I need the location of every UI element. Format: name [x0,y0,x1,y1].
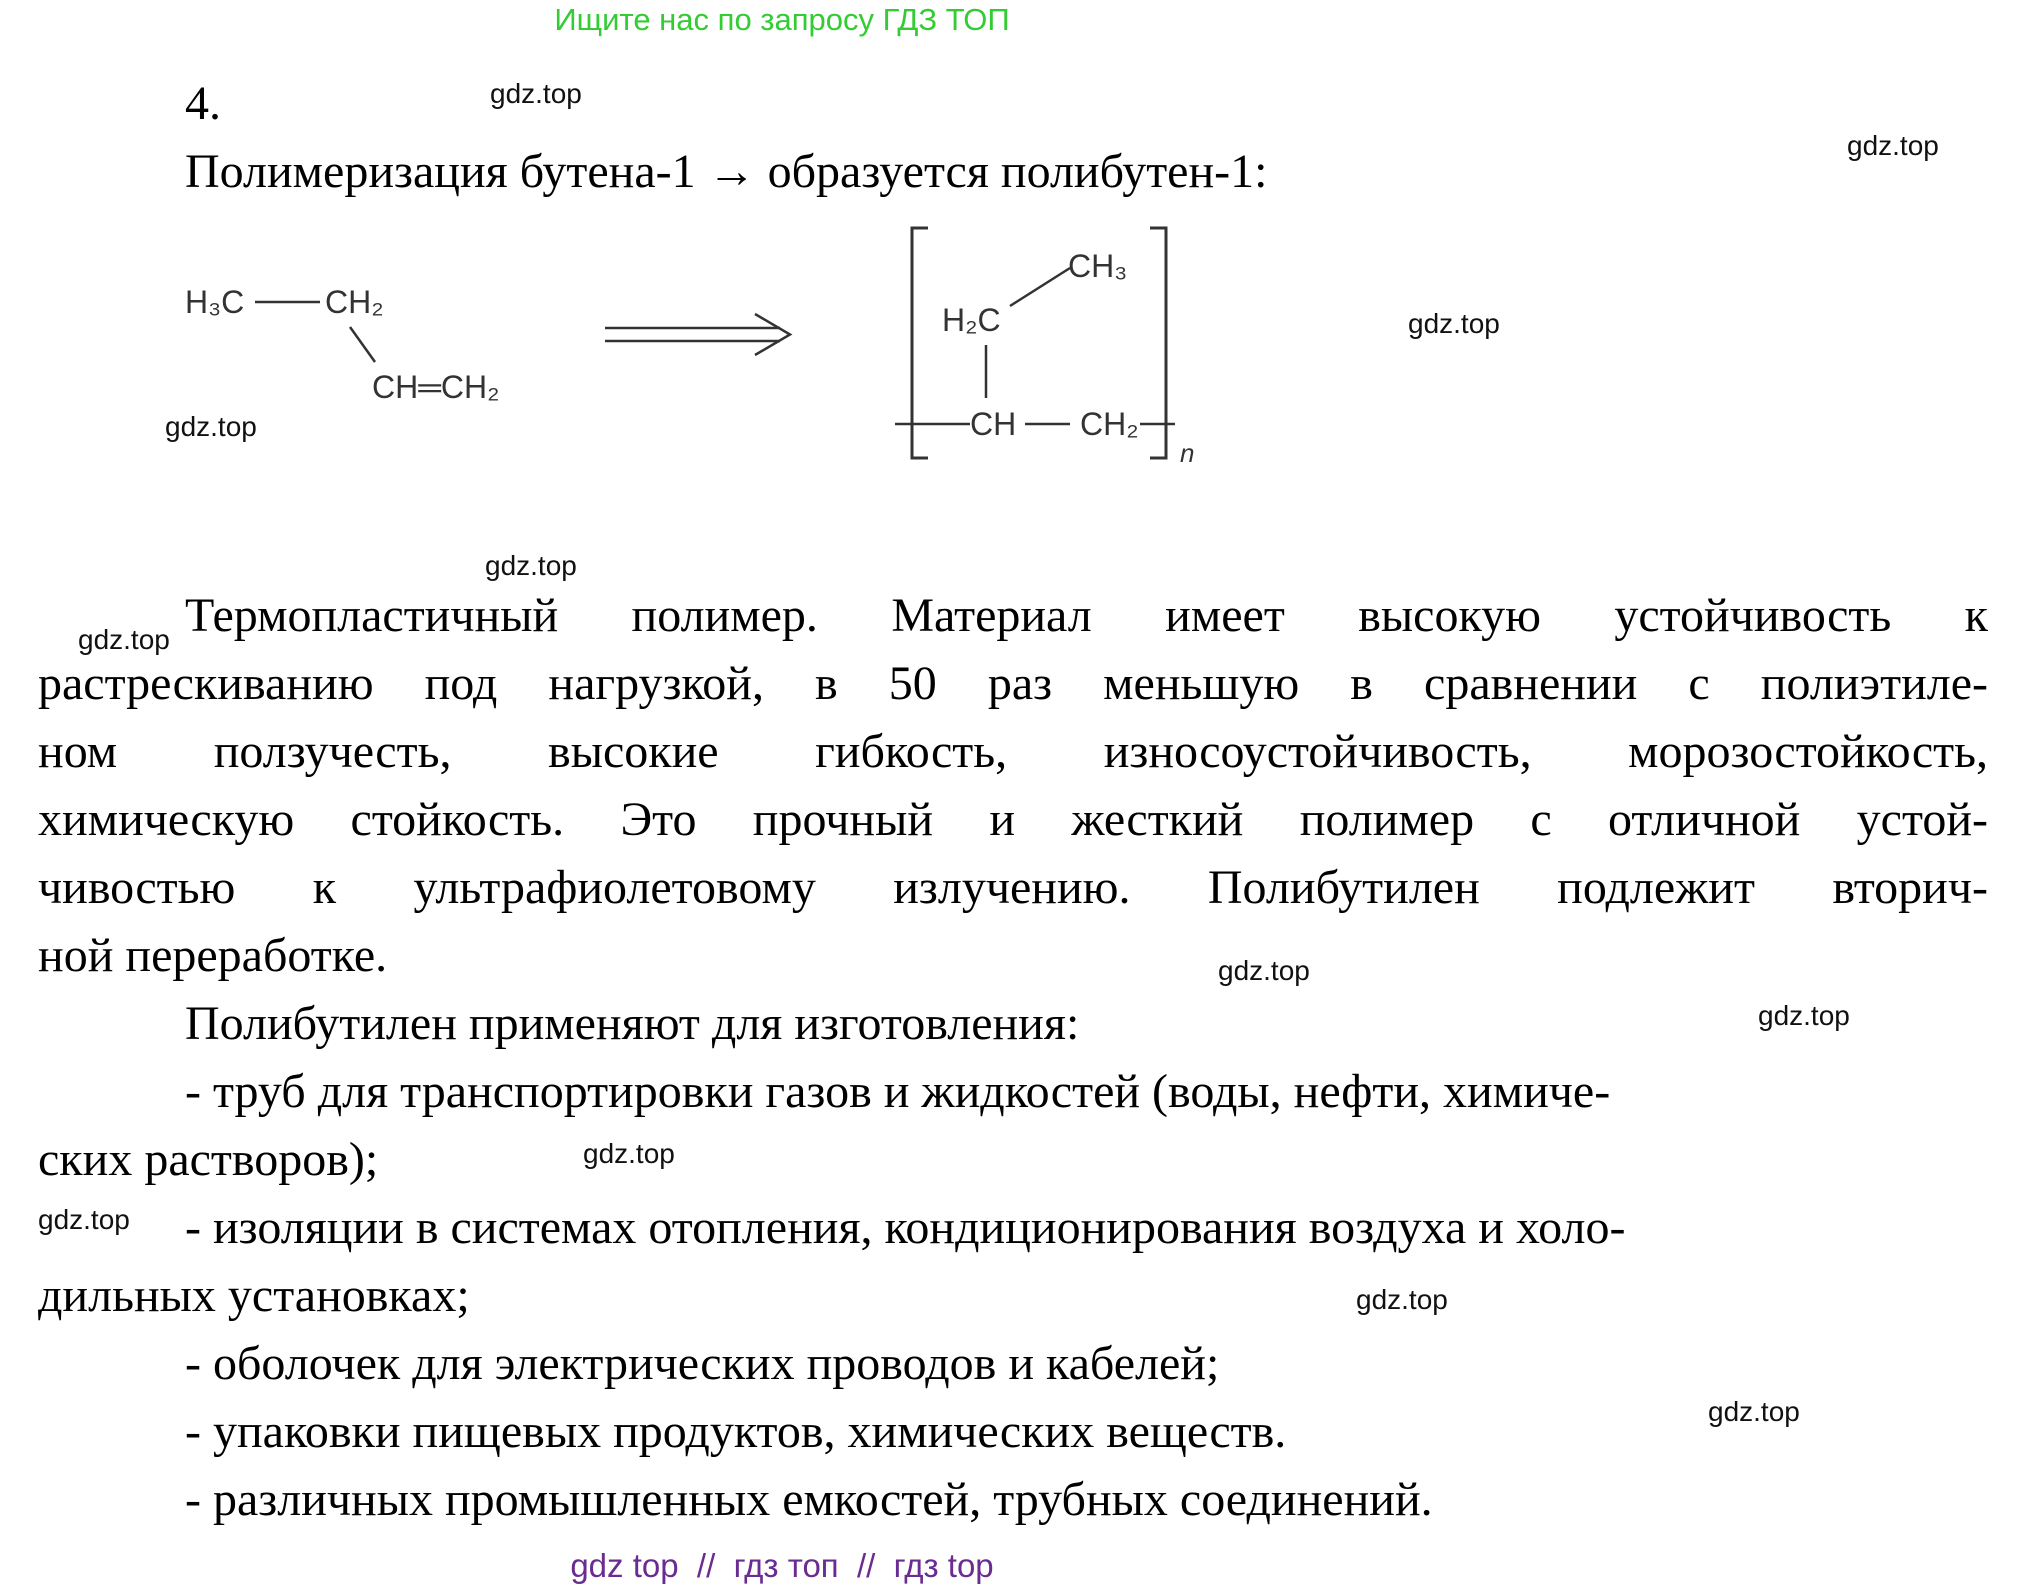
watermark: gdz.top [1847,130,1939,161]
watermark: gdz.top [1708,1396,1800,1427]
watermark: gdz.top [583,1138,675,1169]
use-item-2: - изоляции в системах отопления, кондиционирования воздуха и холо- [185,1201,1626,1254]
paragraph-line-4: химическую стойкость. Это прочный и жесткий полимер с отличной устой- [38,793,1988,846]
product-ch: CH [970,406,1017,442]
bond-h2c-ch3 [1010,268,1070,306]
reactant-ch-double-ch2: CH═CH₂ [372,369,500,405]
paragraph-line-6: ной переработке. [38,929,388,982]
reactant-h3c: H₃C [185,284,245,320]
use-item-4: - упаковки пищевых продуктов, химических веществ. [185,1405,1287,1458]
task-number: 4. [185,77,221,130]
watermark: gdz.top [1218,955,1310,986]
top-banner: Ищите нас по запросу ГДЗ ТОП [554,2,1010,37]
watermark: gdz.top [38,1204,130,1235]
paragraph-line-2: растрескиванию под нагрузкой, в 50 раз меньшую в сравнении с полиэтиле- [38,657,1988,710]
reaction-scheme [150,210,1470,500]
reaction-arrow [605,314,790,355]
subscript-n: n [1180,438,1195,468]
product-ch3: CH₃ [1068,248,1128,284]
product-h2c: H₂C [942,302,1001,338]
watermark: gdz.top [1356,1284,1448,1315]
use-item-5: - различных промышленных емкостей, трубных соединений. [185,1473,1433,1526]
watermark: gdz.top [78,624,170,655]
watermark: gdz.top [490,78,582,109]
reactant-ch2: CH₂ [325,284,384,320]
bond-ch2-ch [350,327,375,362]
watermark: gdz.top [485,550,577,581]
footer: gdz top // гдз топ // гдз top [570,1547,994,1584]
paragraph-line-3: ном ползучесть, высокие гибкость, износоустойчивость, морозостойкость, [38,725,1988,778]
watermark: gdz.top [1758,1000,1850,1031]
use-item-1: - труб для транспортировки газов и жидкостей (воды, нефти, химиче- [185,1065,1611,1118]
use-item-2-cont: дильных установках; [38,1269,470,1322]
use-item-1-cont: ских растворов); [38,1133,379,1186]
watermark: gdz.top [165,411,257,442]
use-item-3: - оболочек для электрических проводов и кабелей; [185,1337,1220,1390]
watermark: gdz.top [1408,308,1500,339]
paragraph-line-1: Термопластичный полимер. Материал имеет высокую устойчивость к [185,589,1988,642]
uses-intro: Полибутилен применяют для изготовления: [185,997,1080,1050]
paragraph-line-5: чивостью к ультрафиолетовому излучению. Полибутилен подлежит вторич- [38,861,1988,914]
heading: Полимеризация бутена-1 → образуется полибутен-1: [185,145,1268,198]
product-ch2: CH₂ [1080,406,1139,442]
